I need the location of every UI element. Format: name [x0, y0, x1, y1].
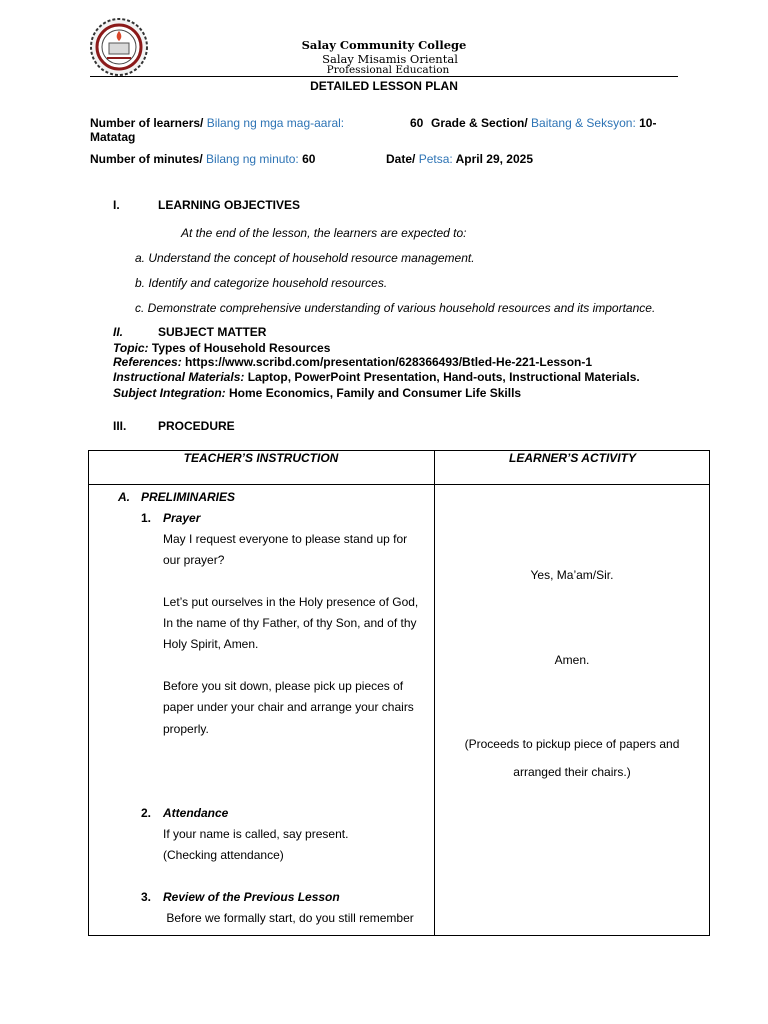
table-column-divider [434, 450, 435, 936]
step-line: In the name of thy Father, of thy Son, and of thy [163, 616, 417, 630]
learners-label-filipino: Bilang ng mga mag-aaral: [206, 116, 345, 130]
topic-value: Types of Household Resources [151, 341, 331, 355]
grade-value: 10- [639, 116, 657, 130]
date-label-filipino: Petsa: [418, 152, 453, 166]
references-label: References: [113, 355, 182, 369]
procedure-numeral: III. [113, 419, 127, 433]
step-line: Holy Spirit, Amen. [163, 637, 259, 651]
grade-label: Grade & Section/ [431, 116, 528, 130]
objectives-heading: LEARNING OBJECTIVES [158, 198, 301, 212]
teacher-column-header: TEACHER’S INSTRUCTION [183, 451, 339, 465]
objectives-intro: At the end of the lesson, the learners are expected to: [181, 226, 467, 240]
minutes-field [90, 152, 315, 166]
section-a-letter: A. [118, 490, 130, 504]
date-label: Date/ [386, 152, 416, 166]
references-link[interactable]: https://www.scribd.com/presentation/628366493/Btled-He-221-Lesson-1 [185, 355, 593, 369]
step-line: Before we formally start, do you still remember [163, 911, 414, 925]
integration-value: Home Economics, Family and Consumer Life Skills [229, 386, 522, 400]
table-header-divider [88, 484, 710, 485]
step-line: Let’s put ourselves in the Holy presence of God, [163, 595, 419, 609]
step-title: Review of the Previous Lesson [163, 890, 340, 904]
topic-line [113, 341, 330, 355]
learner-response: Amen. [554, 653, 590, 667]
step-title: Attendance [163, 806, 229, 820]
date-field [386, 152, 533, 166]
minutes-label: Number of minutes/ [90, 152, 203, 166]
step-title: Prayer [163, 511, 201, 525]
objective-item: c. Demonstrate comprehensive understanding of various household resources and its importance. [135, 301, 656, 315]
learner-response: Yes, Ma’am/Sir. [530, 568, 614, 582]
grade-value-continued: Matatag [90, 130, 136, 144]
date-value: April 29, 2025 [455, 152, 533, 166]
header-divider [90, 76, 678, 77]
integration-label: Subject Integration: [113, 386, 226, 400]
materials-line [113, 370, 640, 384]
college-name: Salay Community College [301, 38, 467, 52]
topic-label: Topic: [113, 341, 149, 355]
college-department: Professional Education [326, 64, 450, 76]
learners-field [90, 116, 344, 130]
learner-column-header: LEARNER’S ACTIVITY [509, 451, 636, 465]
objective-item: b. Identify and categorize household resources. [135, 276, 388, 290]
procedure-heading: PROCEDURE [158, 419, 235, 433]
step-line: properly. [163, 722, 209, 736]
minutes-value: 60 [302, 152, 316, 166]
learner-response: arranged their chairs.) [513, 765, 631, 779]
section-a-heading: PRELIMINARIES [141, 490, 236, 504]
learner-response: (Proceeds to pickup piece of papers and [464, 737, 680, 751]
step-number: 1. [141, 511, 152, 525]
step-line: Before you sit down, please pick up pieces of [163, 679, 404, 693]
step-line: paper under your chair and arrange your chairs [163, 700, 414, 714]
college-seal-logo [90, 18, 148, 76]
objective-item: a. Understand the concept of household resource management. [135, 251, 475, 265]
subject-matter-heading: SUBJECT MATTER [158, 325, 267, 339]
references-line [113, 355, 592, 369]
step-line: our prayer? [163, 553, 225, 567]
step-line: May I request everyone to please stand up for [163, 532, 408, 546]
integration-line [113, 386, 521, 400]
step-number: 2. [141, 806, 152, 820]
grade-label-filipino: Baitang & Seksyon: [531, 116, 636, 130]
materials-value: Laptop, PowerPoint Presentation, Hand-outs, Instructional Materials. [247, 370, 640, 384]
step-line: (Checking attendance) [163, 848, 284, 862]
step-line: If your name is called, say present. [163, 827, 349, 841]
minutes-label-filipino: Bilang ng minuto: [206, 152, 299, 166]
learners-value: 60 [410, 116, 424, 130]
grade-field [431, 116, 656, 130]
materials-label: Instructional Materials: [113, 370, 245, 384]
objectives-numeral: I. [113, 198, 120, 212]
learners-label: Number of learners/ [90, 116, 204, 130]
college-address: Salay Misamis Oriental [322, 52, 458, 66]
subject-matter-numeral: II. [113, 325, 124, 339]
document-title: DETAILED LESSON PLAN [310, 79, 458, 93]
step-number: 3. [141, 890, 152, 904]
